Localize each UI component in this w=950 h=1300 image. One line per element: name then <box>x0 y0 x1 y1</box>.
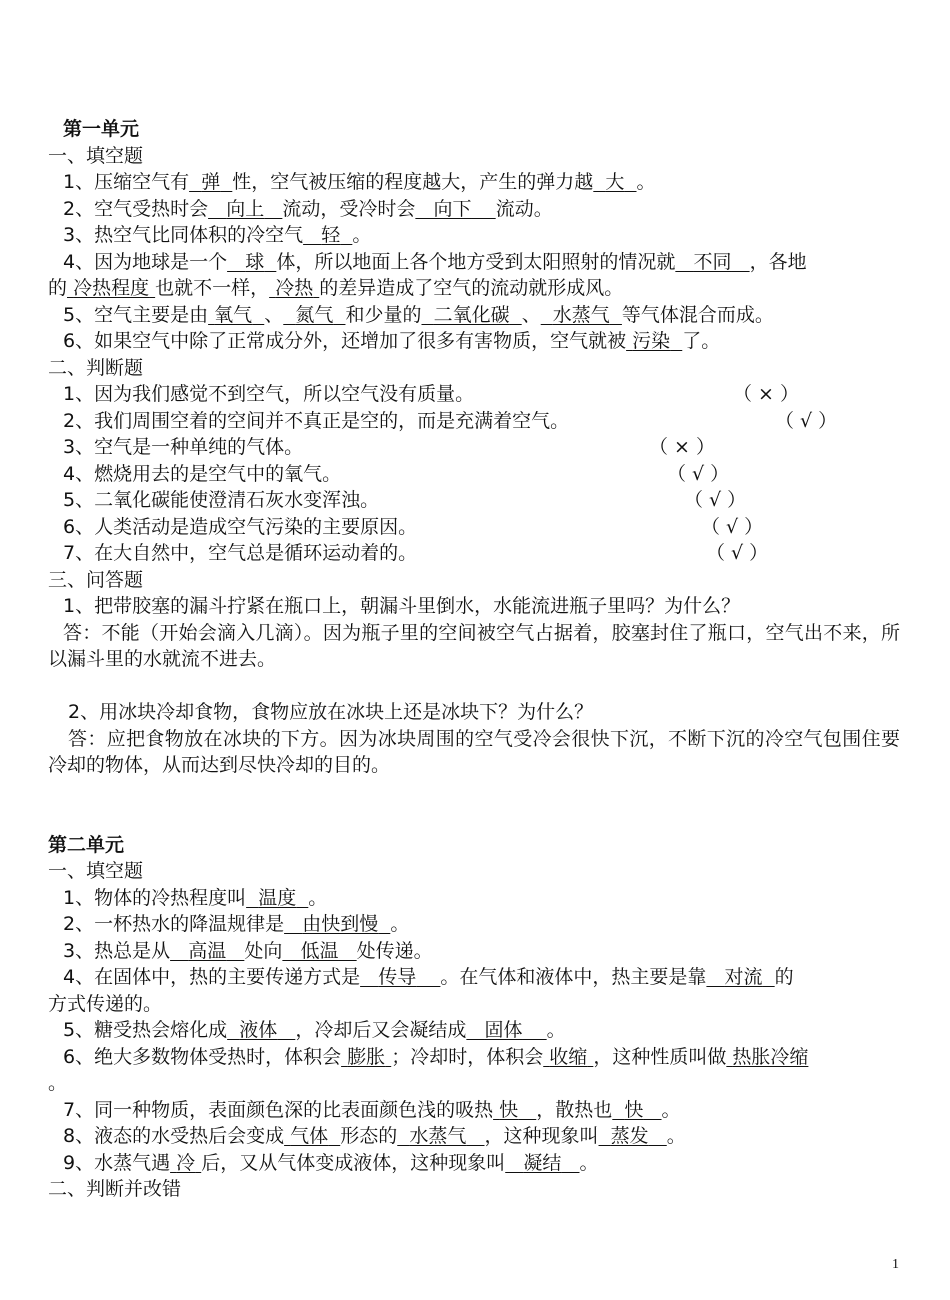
unit1-fill-1: 1、压缩空气有 弹 性，空气被压缩的程度越大，产生的弹力越 大 。 <box>63 171 656 193</box>
unit2-fill-2: 2、一杯热水的降温规律是 由快到慢 。 <box>63 913 410 935</box>
judge-mark-3: （ × ） <box>649 436 715 458</box>
page-number: 1 <box>892 1257 899 1272</box>
unit2-fill-9: 9、水蒸气遇 冷 后，又从气体变成液体，这种现象叫 凝结 。 <box>63 1151 599 1174</box>
judge-item-3: 3、空气是一种单纯的气体。 （ × ） <box>48 434 900 461</box>
unit2-title: 第二单元 <box>48 833 125 856</box>
unit1-title: 第一单元 <box>63 118 140 140</box>
unit2-fill-4a: 4、在固体中，热的主要传递方式是 传导 。在气体和液体中，热主要是靠 对流 的 <box>63 966 794 988</box>
unit1-section-judge: 二、判断题 <box>48 356 144 379</box>
unit2-section-judge: 二、判断并改错 <box>48 1178 182 1200</box>
unit1-fill-3: 3、热空气比同体积的冷空气 轻 。 <box>63 224 372 246</box>
judge-mark-6: （ √ ） <box>701 515 764 538</box>
unit2-fill-6b: 。 <box>48 1072 68 1094</box>
unit1-fill-4b: 的 冷热程度 也就不一样， 冷热 的差异造成了空气的流动就形成风。 <box>48 277 624 299</box>
document-body <box>48 116 900 1203</box>
judge-mark-2: （ √ ） <box>775 409 838 432</box>
unit2-fill-5: 5、糖受热会熔化成 液体 ，冷却后又会凝结成 固体 。 <box>63 1019 566 1041</box>
unit1-fill-2: 2、空气受热时会 向上 流动，受冷时会 向下 流动。 <box>63 197 553 220</box>
unit1-fill-5: 5、空气主要是由 氧气 、 氮气 和少量的 二氧化碳 、 水蒸气 等气体混合而成。 <box>63 303 774 326</box>
judge-item-5: 5、二氧化碳能使澄清石灰水变浑浊。 （ √ ） <box>48 487 900 514</box>
judge-item-6: 6、人类活动是造成空气污染的主要原因。 （ √ ） <box>48 514 900 541</box>
judge-mark-5: （ √ ） <box>684 489 747 511</box>
unit2-fill-8: 8、液态的水受热后会变成 气体 形态的 水蒸气 ，这种现象叫 蒸发 。 <box>63 1125 686 1147</box>
judge-mark-4: （ √ ） <box>667 462 730 485</box>
unit2-fill-6a: 6、绝大多数物体受热时，体积会 膨胀 ；冷却时，体积会 收缩 ，这种性质叫做 热胀冷缩 <box>63 1045 809 1068</box>
judge-item-7: 7、在大自然中，空气总是循环运动着的。 （ √ ） <box>48 540 900 567</box>
unit1-fill-4a: 4、因为地球是一个 球 体，所以地面上各个地方受到太阳照射的情况就 不同 ，各地 <box>63 250 807 273</box>
unit2-fill-1: 1、物体的冷热程度叫 温度 。 <box>63 886 328 909</box>
qa-answer-2: 答：应把食物放在冰块的下方。因为冰块周围的空气受冷会很快下沉，不断下沉的冷空气包围住要冷却的物体，从而达到尽快冷却的目的。 <box>48 727 900 776</box>
unit2-fill-3: 3、热总是从 高温 处向 低温 处传递。 <box>63 939 433 962</box>
qa-answer-1: 答：不能（开始会滴入几滴）。因为瓶子里的空间被空气占据着，胶塞封住了瓶口，空气出不来，所以漏斗里的水就流不进去。 <box>48 621 900 670</box>
unit2-section-fill: 一、填空题 <box>48 860 144 882</box>
judge-mark-1: （ × ） <box>733 383 799 405</box>
qa-question-2: 2、用冰块冷却食物，食物应放在冰块上还是冰块下？为什么？ <box>68 701 594 723</box>
unit2-fill-4b: 方式传递的。 <box>48 992 163 1015</box>
unit1-section-qa: 三、问答题 <box>48 568 144 591</box>
judge-item-1: 1、因为我们感觉不到空气，所以空气没有质量。 （ × ） <box>48 381 900 408</box>
judge-mark-7: （ √ ） <box>706 542 769 564</box>
unit1-fill-6: 6、如果空气中除了正常成分外，还增加了很多有害物质，空气就被 污染 了。 <box>63 330 721 352</box>
qa-question-1: 1、把带胶塞的漏斗拧紧在瓶口上，朝漏斗里倒水，水能流进瓶子里吗？为什么？ <box>63 595 741 617</box>
judge-item-2: 2、我们周围空着的空间并不真正是空的，而是充满着空气。 （ √ ） <box>48 408 900 435</box>
blank-line <box>48 673 900 700</box>
unit2-fill-7: 7、同一种物质，表面颜色深的比表面颜色浅的吸热 快 ，散热也 快 。 <box>63 1098 681 1121</box>
blank-lines <box>48 779 900 832</box>
unit1-section-fill: 一、填空题 <box>48 144 144 167</box>
judge-item-4: 4、燃烧用去的是空气中的氧气。 （ √ ） <box>48 461 900 488</box>
